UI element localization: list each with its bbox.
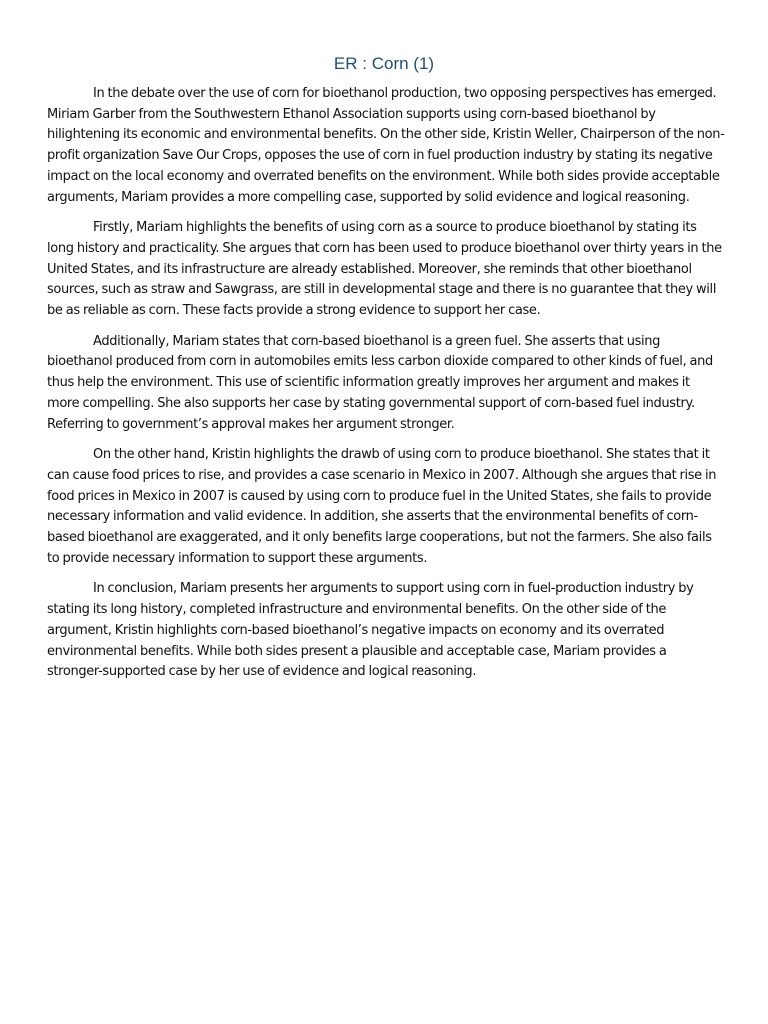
paragraph-history-practicality: Firstly, Mariam highlights the benefits of using corn as a source to produce bioethanol by stating its long history and practicality. She argues that corn has been used to produce bioethanol over thirty years in the United States, and its infrastructure are already established. Moreover, she reminds that other bioethanol sources, such as straw and Sawgrass, are still in developmental stage and there is no guarantee that they will be as reliable as corn. These facts provide a strong evidence to support her case. xyxy=(47,220,722,319)
document-title: ER : Corn (1) xyxy=(333,54,435,73)
paragraph-conclusion: In conclusion, Mariam presents her arguments to support using corn in fuel-production industry by stating its long history, completed infrastructure and environmental benefits. On the other side of the argument, Kristin highlights corn-based bioethanol’s negative impacts on economy and its overrated environmental benefits. While both sides present a plausible and acceptable case, Mariam provides a stronger-supported case by her use of evidence and logical reasoning. xyxy=(47,581,694,680)
paragraph-introduction: In the debate over the use of corn for bioethanol production, two opposing perspectives has emerged. Miriam Garber from the Southwestern Ethanol Association supports using corn-based bioethanol by hilightening its economic and environmental benefits. On the other side, Kristin Weller, Chairperson of the non-profit organization Save Our Crops, opposes the use of corn in fuel production industry by stating its negative impact on the local economy and overrated benefits on the environment. While both sides provide acceptable arguments, Mariam provides a more compelling case, supported by solid evidence and logical reasoning. xyxy=(47,86,725,205)
document-body xyxy=(47,84,725,693)
paragraph-green-fuel: Additionally, Mariam states that corn-based bioethanol is a green fuel. She asserts that using bioethanol produced from corn in automobiles emits less carbon dioxide compared to other kinds of fuel, and thus help the environment. This use of scientific information greatly improves her argument and makes it more compelling. She also supports her case by stating governmental support of corn-based fuel industry. Referring to government’s approval makes her argument stronger. xyxy=(47,333,713,432)
paragraph-counterargument: On the other hand, Kristin highlights the drawb of using corn to produce bioethanol. She states that it can cause food prices to rise, and provides a case scenario in Mexico in 2007. Although she argues that rise in food prices in Mexico in 2007 is caused by using corn to produce fuel in the United States, she fails to provide necessary information and valid evidence. In addition, she asserts that the environmental benefits of corn-based bioethanol are exaggerated, and it only benefits large cooperations, but not the farmers. She also fails to provide necessary information to support these arguments. xyxy=(47,447,717,566)
